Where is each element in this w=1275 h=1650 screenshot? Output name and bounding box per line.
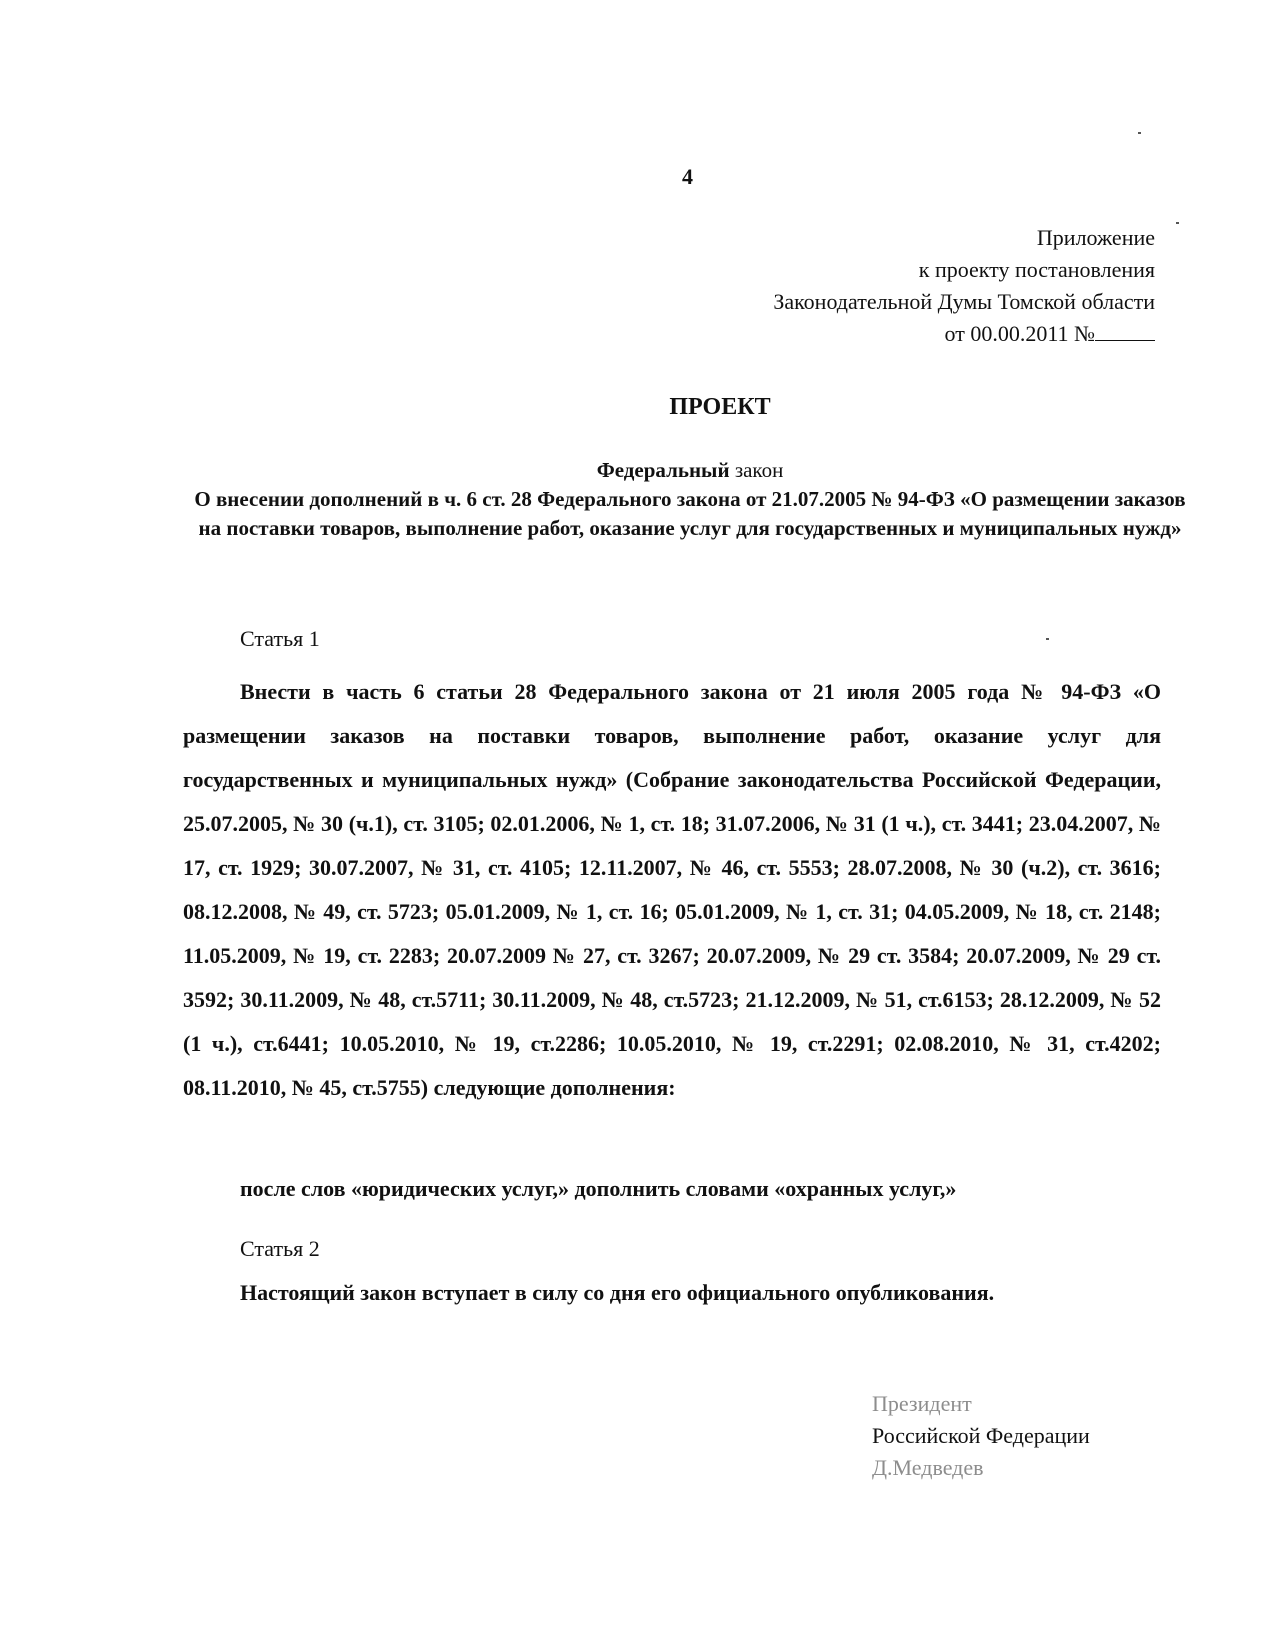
- signature-line-3: Д.Медведев: [872, 1455, 984, 1480]
- scan-speck: [1046, 638, 1049, 640]
- appendix-block: [773, 222, 1155, 350]
- scan-speck: [1176, 222, 1179, 224]
- number-blank: [1095, 322, 1155, 341]
- law-title: О внесении дополнений в ч. 6 ст. 28 Федерального закона от 21.07.2005 № 94-ФЗ «О размещении заказов на поставки товаров, выполнение работ, оказание услуг для государственных и муниципальных нужд»: [194, 487, 1186, 540]
- scan-speck: [1138, 132, 1141, 134]
- signature-line-2: Российской Федерации: [872, 1423, 1090, 1448]
- article-1-addition: после слов «юридических услуг,» дополнить словами «охранных услуг,»: [240, 1176, 957, 1201]
- article-2-title: Статья 2: [240, 1236, 320, 1261]
- appendix-line-1: Приложение: [1036, 225, 1155, 250]
- page-number: 4: [682, 164, 693, 189]
- law-type-light: закон: [734, 458, 784, 482]
- appendix-line-2: к проекту постановления: [918, 257, 1155, 282]
- signature-block: [872, 1388, 1090, 1484]
- law-type: [190, 456, 1190, 485]
- article-2-body: Настоящий закон вступает в силу со дня его официального опубликования.: [240, 1280, 995, 1305]
- signature-line-1: Президент: [872, 1391, 972, 1416]
- appendix-line-3: Законодательной Думы Томской области: [773, 289, 1155, 314]
- law-header: [190, 456, 1190, 543]
- law-type-bold: Федеральный: [596, 458, 730, 482]
- article-1-title: Статья 1: [240, 626, 320, 651]
- draft-stamp: ПРОЕКТ: [669, 394, 771, 420]
- appendix-date: от 00.00.2011 №: [944, 321, 1095, 346]
- article-1-body: Внести в часть 6 статьи 28 Федерального закона от 21 июля 2005 года № 94-ФЗ «О размещении заказов на поставки товаров, выполнение работ, оказание услуг для государственных и муниципальных нужд» (Собрание законодательства Российской Федерации, 25.07.2005, № 30 (ч.1), ст. 3105; 02.01.2006, № 1, ст. 18; 31.07.2006, № 31 (1 ч.), ст. 3441; 23.04.2007, № 17, ст. 1929; 30.07.2007, № 31, ст. 4105; 12.11.2007, № 46, ст. 5553; 28.07.2008, № 30 (ч.2), ст. 3616; 08.12.2008, № 49, ст. 5723; 05.01.2009, № 1, ст. 16; 05.01.2009, № 1, ст. 31; 04.05.2009, № 18, ст. 2148; 11.05.2009, № 19, ст. 2283; 20.07.2009 № 27, ст. 3267; 20.07.2009, № 29 ст. 3584; 20.07.2009, № 29 ст. 3592; 30.11.2009, № 48, ст.5711; 30.11.2009, № 48, ст.5723; 21.12.2009, № 51, ст.6153; 28.12.2009, № 52 (1 ч.), ст.6441; 10.05.2010, № 19, ст.2286; 10.05.2010, № 19, ст.2291; 02.08.2010, № 31, ст.4202; 08.11.2010, № 45, ст.5755) следующие дополнения:: [183, 679, 1161, 1100]
- appendix-line-4: [773, 318, 1155, 350]
